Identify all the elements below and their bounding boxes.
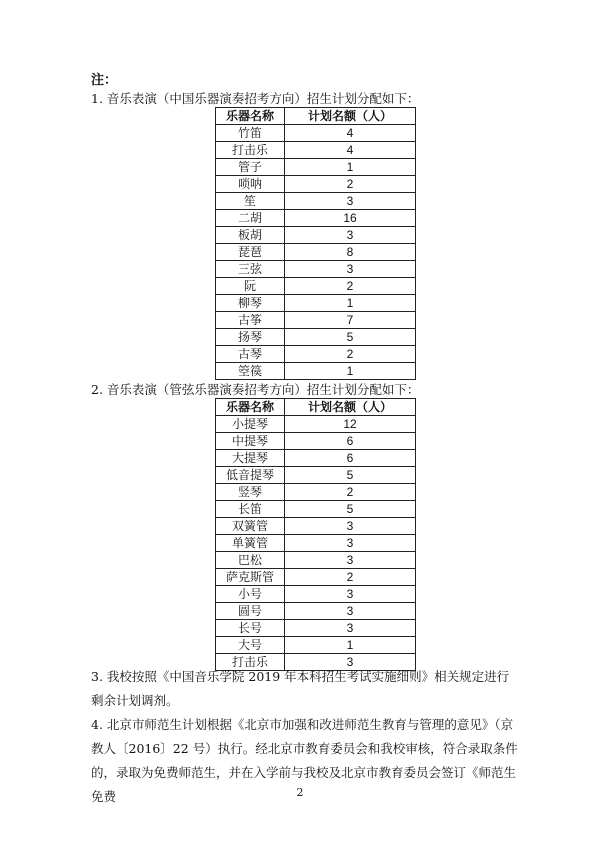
quota-cell: 1 — [285, 295, 416, 312]
table-row — [216, 278, 416, 295]
table-row — [216, 552, 416, 569]
table-row — [216, 620, 416, 637]
instrument-name-cell: 板胡 — [216, 227, 285, 244]
instrument-name-cell: 竖琴 — [216, 484, 285, 501]
table-row — [216, 569, 416, 586]
quota-cell: 3 — [285, 586, 416, 603]
quota-cell: 2 — [285, 484, 416, 501]
table-row — [216, 244, 416, 261]
table-row — [216, 416, 416, 433]
quota-cell: 6 — [285, 433, 416, 450]
instrument-name-cell: 古筝 — [216, 312, 285, 329]
item-3-paragraph: 3. 我校按照《中国音乐学院 2019 年本科招生考试实施细则》相关规定进行剩余计划调剂。 — [91, 669, 510, 708]
quota-cell: 5 — [285, 329, 416, 346]
table-row — [216, 227, 416, 244]
quota-cell: 3 — [285, 193, 416, 210]
header-quota: 计划名额（人） — [285, 108, 416, 125]
table-header-row — [216, 399, 416, 416]
quota-cell: 3 — [285, 518, 416, 535]
instrument-name-cell: 长笛 — [216, 501, 285, 518]
table-row — [216, 176, 416, 193]
quota-cell: 1 — [285, 363, 416, 380]
instrument-name-cell: 打击乐 — [216, 654, 285, 671]
instrument-name-cell: 圆号 — [216, 603, 285, 620]
table-row — [216, 142, 416, 159]
instrument-name-cell: 竹笛 — [216, 125, 285, 142]
instrument-name-cell: 阮 — [216, 278, 285, 295]
instrument-name-cell: 扬琴 — [216, 329, 285, 346]
table-row — [216, 193, 416, 210]
quota-cell: 12 — [285, 416, 416, 433]
instrument-name-cell: 管子 — [216, 159, 285, 176]
quota-cell: 16 — [285, 210, 416, 227]
quota-cell: 2 — [285, 569, 416, 586]
instrument-name-cell: 单簧管 — [216, 535, 285, 552]
instrument-name-cell: 二胡 — [216, 210, 285, 227]
quota-cell: 3 — [285, 654, 416, 671]
instrument-name-cell: 低音提琴 — [216, 467, 285, 484]
quota-cell: 8 — [285, 244, 416, 261]
instrument-name-cell: 小提琴 — [216, 416, 285, 433]
quota-cell: 5 — [285, 467, 416, 484]
instrument-name-cell: 古琴 — [216, 346, 285, 363]
instrument-name-cell: 笙 — [216, 193, 285, 210]
orchestral-instruments-table — [215, 398, 416, 671]
quota-cell: 1 — [285, 637, 416, 654]
page-number: 2 — [296, 786, 304, 799]
quota-cell: 4 — [285, 125, 416, 142]
instrument-name-cell: 双簧管 — [216, 518, 285, 535]
table-row — [216, 518, 416, 535]
item-4-paragraph: 4. 北京市师范生计划根据《北京市加强和改进师范生教育与管理的意见》（京教人〔2016〕22 号）执行。经北京市教育委员会和我校审核，符合录取条件的，录取为免费师范生，并在入学前与我校及北京市教育委员会签订《师范生免费 — [91, 717, 518, 804]
table-row — [216, 363, 416, 380]
quota-cell: 6 — [285, 450, 416, 467]
note-label: 注： — [91, 73, 118, 88]
table-row — [216, 467, 416, 484]
section2-title: 2. 音乐表演（管弦乐器演奏招考方向）招生计划分配如下： — [91, 382, 420, 397]
table-row — [216, 535, 416, 552]
section1-title: 1. 音乐表演（中国乐器演奏招考方向）招生计划分配如下： — [91, 91, 420, 106]
table-row — [216, 329, 416, 346]
header-quota: 计划名额（人） — [285, 399, 416, 416]
quota-cell: 5 — [285, 501, 416, 518]
quota-cell: 3 — [285, 261, 416, 278]
instrument-name-cell: 中提琴 — [216, 433, 285, 450]
quota-cell: 2 — [285, 176, 416, 193]
quota-cell: 3 — [285, 535, 416, 552]
quota-cell: 3 — [285, 552, 416, 569]
instrument-name-cell: 萨克斯管 — [216, 569, 285, 586]
quota-cell: 7 — [285, 312, 416, 329]
table-row — [216, 603, 416, 620]
instrument-name-cell: 三弦 — [216, 261, 285, 278]
instrument-name-cell: 打击乐 — [216, 142, 285, 159]
quota-cell: 3 — [285, 227, 416, 244]
instrument-name-cell: 大号 — [216, 637, 285, 654]
instrument-name-cell: 巴松 — [216, 552, 285, 569]
quota-cell: 3 — [285, 603, 416, 620]
instrument-name-cell: 小号 — [216, 586, 285, 603]
table-row — [216, 159, 416, 176]
table-row — [216, 450, 416, 467]
instrument-name-cell: 长号 — [216, 620, 285, 637]
instrument-name-cell: 唢呐 — [216, 176, 285, 193]
table-row — [216, 346, 416, 363]
table-row — [216, 501, 416, 518]
table-row — [216, 125, 416, 142]
chinese-instruments-table — [215, 107, 416, 380]
quota-cell: 2 — [285, 278, 416, 295]
quota-cell: 4 — [285, 142, 416, 159]
table-row — [216, 637, 416, 654]
table-row — [216, 433, 416, 450]
table-row — [216, 312, 416, 329]
instrument-name-cell: 大提琴 — [216, 450, 285, 467]
instrument-name-cell: 琵琶 — [216, 244, 285, 261]
quota-cell: 3 — [285, 620, 416, 637]
quota-cell: 1 — [285, 159, 416, 176]
table-row — [216, 586, 416, 603]
instrument-name-cell: 柳琴 — [216, 295, 285, 312]
instrument-name-cell: 箜篌 — [216, 363, 285, 380]
table-header-row — [216, 108, 416, 125]
header-instrument: 乐器名称 — [216, 399, 285, 416]
table-row — [216, 295, 416, 312]
quota-cell: 2 — [285, 346, 416, 363]
table-row — [216, 484, 416, 501]
header-instrument: 乐器名称 — [216, 108, 285, 125]
table-row — [216, 210, 416, 227]
table-row — [216, 261, 416, 278]
